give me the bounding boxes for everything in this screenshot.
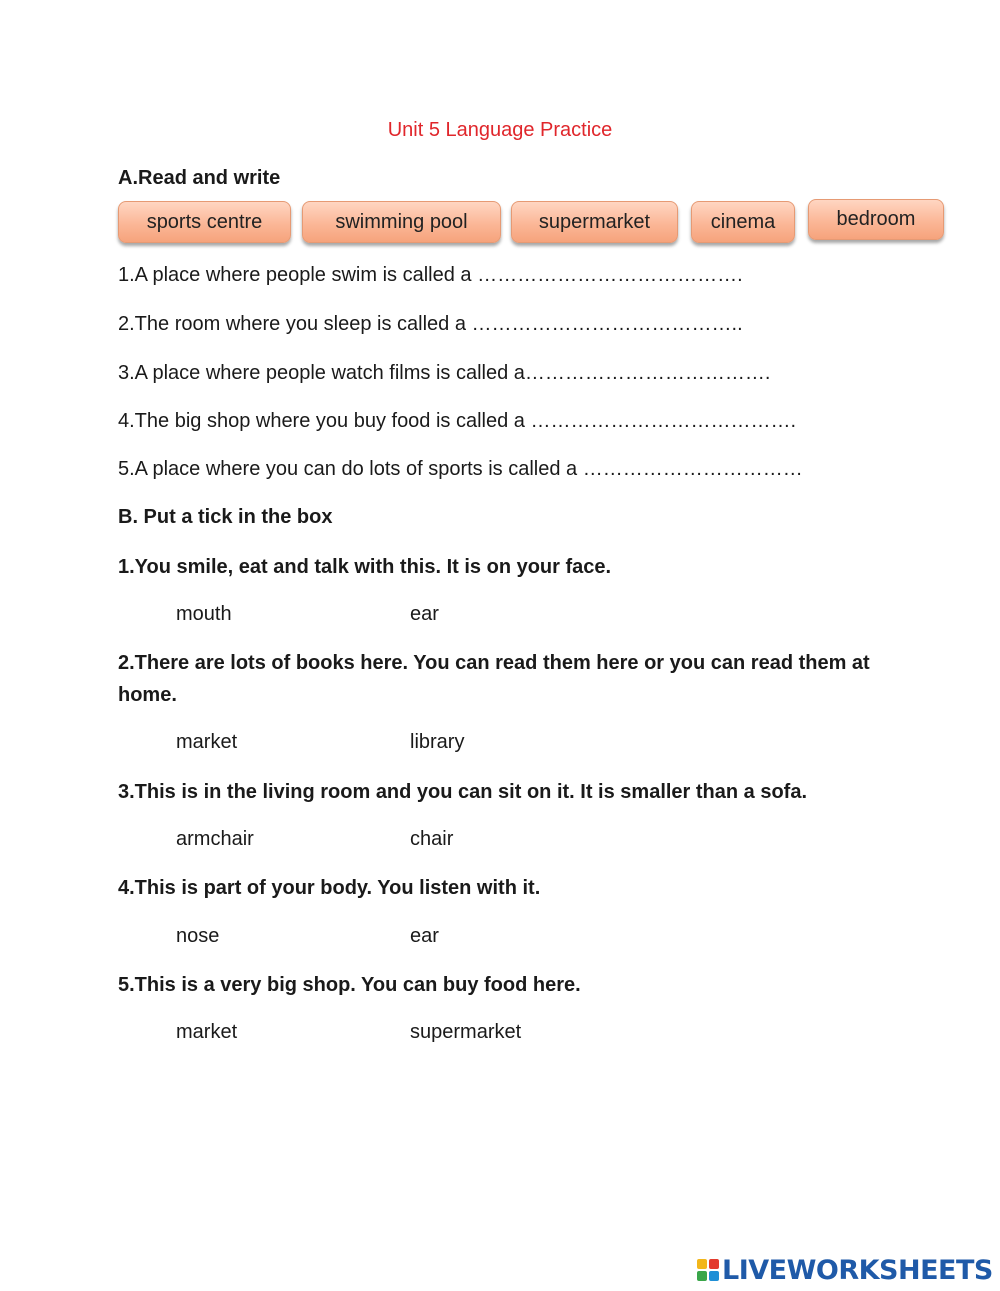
word-chip-supermarket[interactable]: supermarket xyxy=(511,201,678,243)
fill-sentence-2[interactable]: 2.The room where you sleep is called a ………………………………….. xyxy=(118,313,743,335)
option-3a[interactable]: armchair xyxy=(176,828,254,850)
word-chip-sports-centre[interactable]: sports centre xyxy=(118,201,291,243)
section-b-heading: B. Put a tick in the box xyxy=(118,506,333,528)
option-2b[interactable]: library xyxy=(410,731,465,753)
logo-block xyxy=(697,1271,707,1281)
question-4: 4.This is part of your body. You listen with it. xyxy=(118,877,541,899)
option-4a[interactable]: nose xyxy=(176,925,220,947)
question-5: 5.This is a very big shop. You can buy food here. xyxy=(118,974,581,996)
fill-sentence-5[interactable]: 5.A place where you can do lots of sports is called a …………………………… xyxy=(118,458,803,480)
section-a-heading: A.Read and write xyxy=(118,167,281,189)
word-chip-bedroom[interactable]: bedroom xyxy=(808,199,944,240)
logo-block xyxy=(709,1271,719,1281)
logo-block xyxy=(697,1259,707,1269)
option-3b[interactable]: chair xyxy=(410,828,454,850)
option-1a[interactable]: mouth xyxy=(176,603,232,625)
word-chip-swimming-pool[interactable]: swimming pool xyxy=(302,201,501,243)
word-bank xyxy=(0,201,1000,247)
fill-sentence-1[interactable]: 1.A place where people swim is called a …………………………………. xyxy=(118,264,743,286)
question-3: 3.This is in the living room and you can sit on it. It is smaller than a sofa. xyxy=(118,781,808,803)
logo-block xyxy=(709,1259,719,1269)
fill-sentence-3[interactable]: 3.A place where people watch films is called a………………………………. xyxy=(118,362,771,384)
fill-sentence-4[interactable]: 4.The big shop where you buy food is called a …………………………………. xyxy=(118,410,797,432)
logo-blocks-icon xyxy=(697,1259,719,1281)
option-5b[interactable]: supermarket xyxy=(410,1021,522,1043)
question-2: 2.There are lots of books here. You can read them here or you can read them at home. xyxy=(118,652,870,706)
logo-text: LIVEWORKSHEETS xyxy=(722,1254,993,1286)
page-title: Unit 5 Language Practice xyxy=(387,119,613,141)
option-4b[interactable]: ear xyxy=(410,925,439,947)
option-2a[interactable]: market xyxy=(176,731,238,753)
option-1b[interactable]: ear xyxy=(410,603,439,625)
word-chip-cinema[interactable]: cinema xyxy=(691,201,795,243)
liveworksheets-logo xyxy=(697,1256,993,1284)
question-1: 1.You smile, eat and talk with this. It is on your face. xyxy=(118,556,612,578)
option-5a[interactable]: market xyxy=(176,1021,238,1043)
